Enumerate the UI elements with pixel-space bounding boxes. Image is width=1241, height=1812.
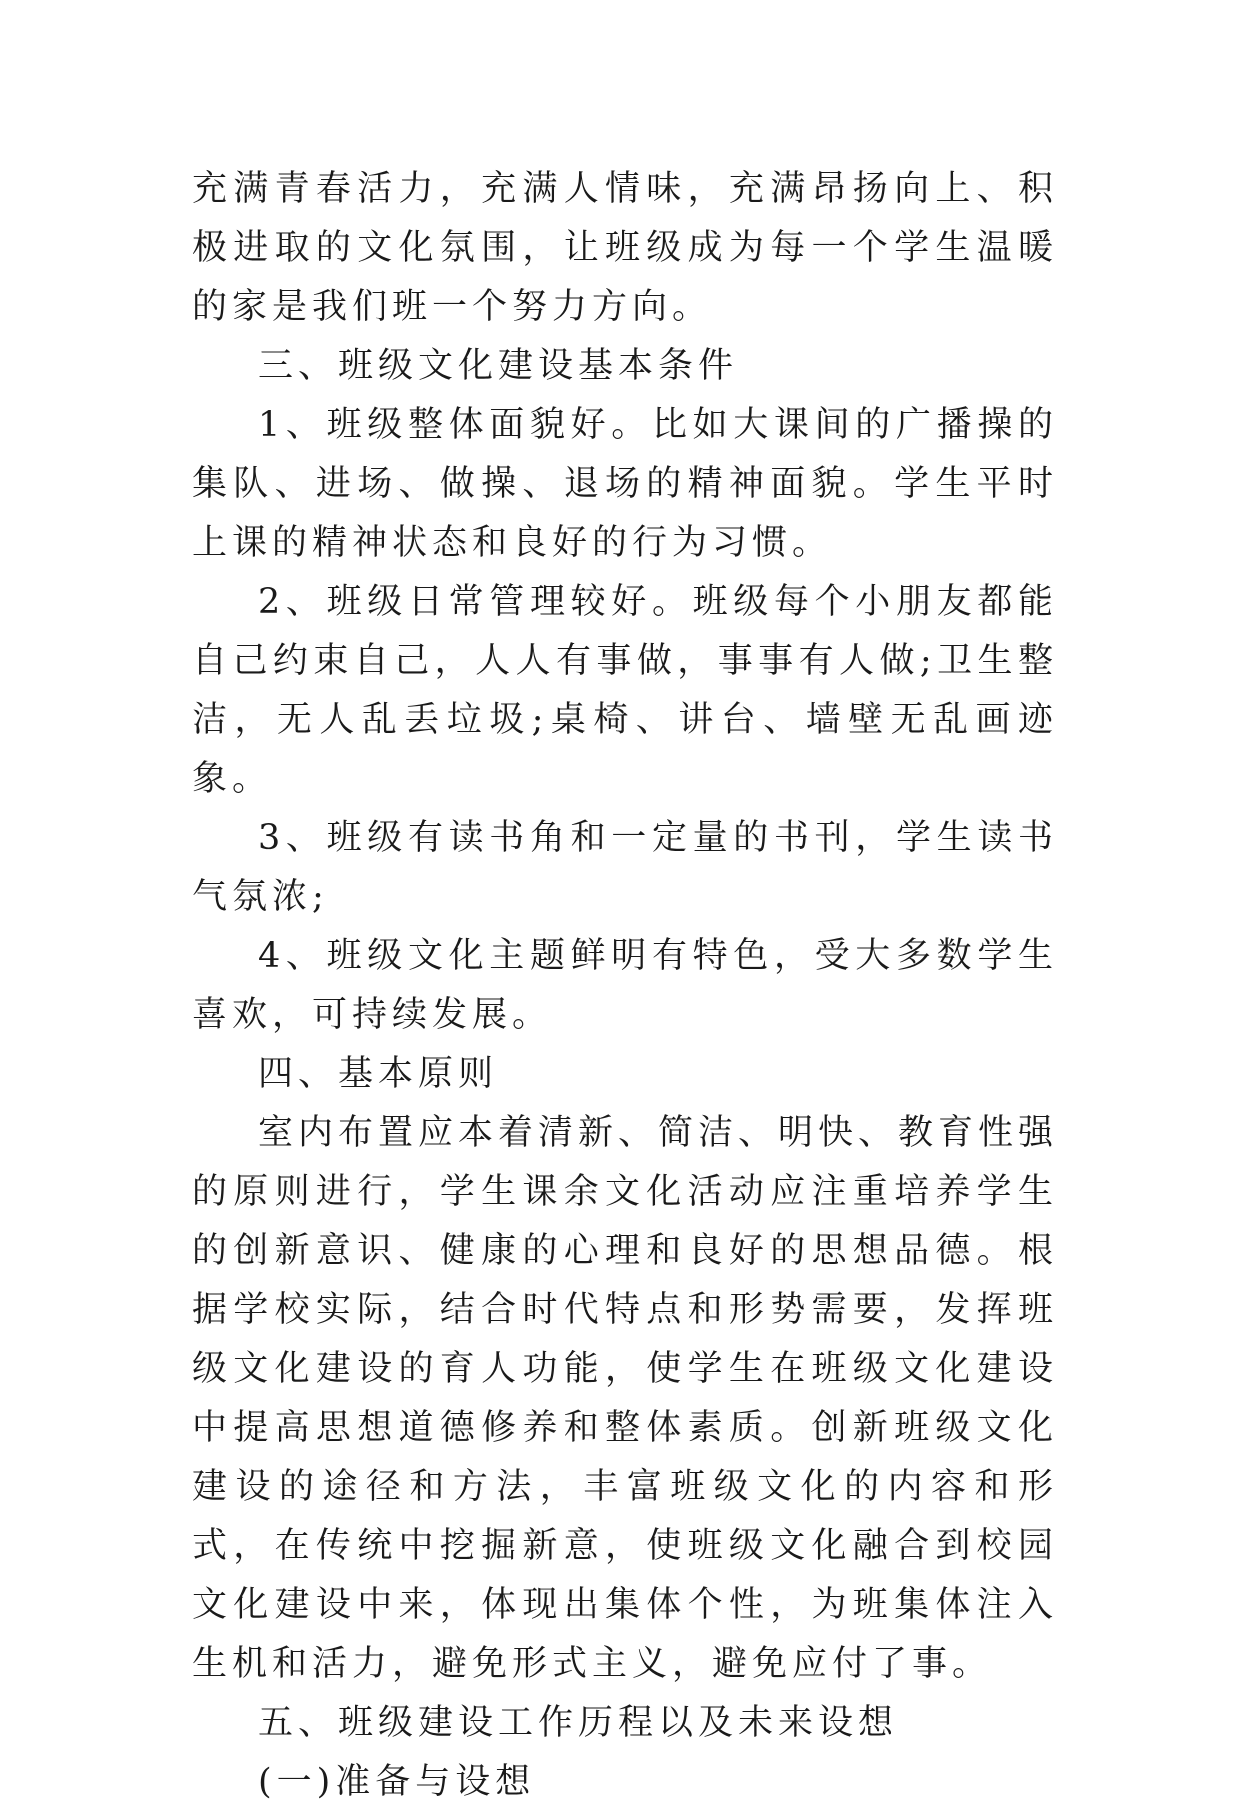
list-item-2: 2、班级日常管理较好。班级每个小朋友都能自己约束自己，人人有事做，事事有人做;卫生整洁，无人乱丢垃圾;桌椅、讲台、墙壁无乱画迹象。 [192,582,1058,799]
list-item-4: 4、班级文化主题鲜明有特色，受大多数学生喜欢，可持续发展。 [192,936,1058,1035]
section-heading-3: 三、班级文化建设基本条件 [258,346,739,386]
section-heading-5: 五、班级建设工作历程以及未来设想 [258,1703,899,1743]
section-heading-4: 四、基本原则 [258,1054,499,1094]
list-item-3: 3、班级有读书角和一定量的书刊，学生读书气氛浓; [192,818,1058,917]
subsection-heading-1: (一)准备与设想 [258,1762,536,1802]
paragraph-principles: 室内布置应本着清新、简洁、明快、教育性强的原则进行，学生课余文化活动应注重培养学生的创新意识、健康的心理和良好的思想品德。根据学校实际，结合时代特点和形势需要，发挥班级文化建设的育人功能，使学生在班级文化建设中提高思想道德修养和整体素质。创新班级文化建设的途径和方法，丰富班级文化的内容和形式，在传统中挖掘新意，使班级文化融合到校园文化建设中来，体现出集体个性，为班集体注入生机和活力，避免形式主义，避免应付了事。 [192,1113,1059,1684]
paragraph-1: 充满青春活力，充满人情味，充满昂扬向上、积极进取的文化氛围，让班级成为每一个学生温暖的家是我们班一个努力方向。 [192,169,1058,327]
list-item-1: 1、班级整体面貌好。比如大课间的广播操的集队、进场、做操、退场的精神面貌。学生平时上课的精神状态和良好的行为习惯。 [192,405,1058,563]
document-body [192,160,1058,1812]
